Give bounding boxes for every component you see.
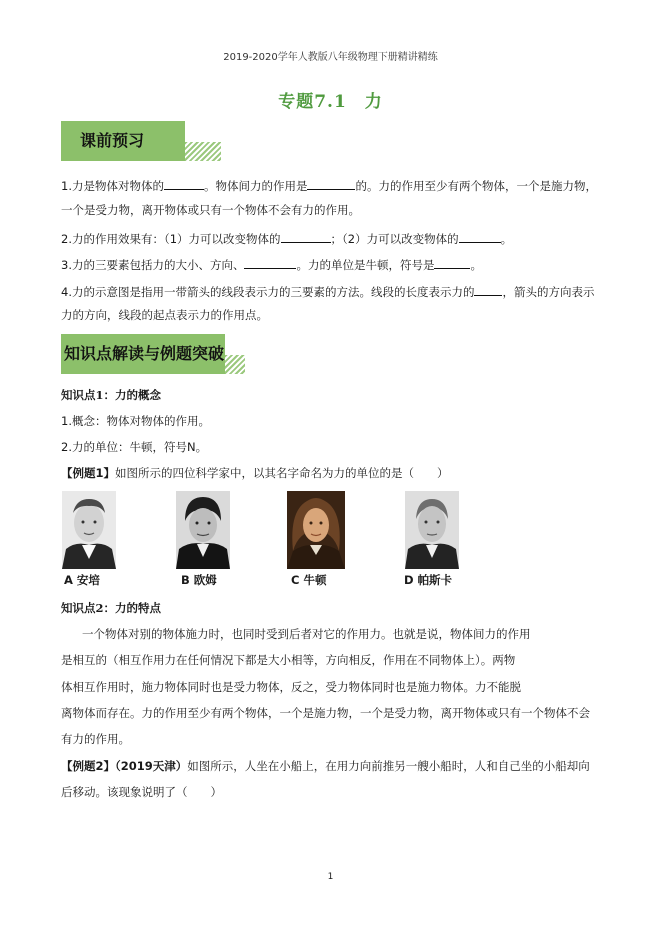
example2-line1: 【例题2】（2019天津）如图所示，人坐在小船上，在用力向前推另一艘小船时，人和自己坐的小船却向 — [61, 759, 590, 773]
preview-q4-line1: 4.力的示意图是指用一带箭头的线段表示力的三要素的方法。线段的长度表示力的 ，箭头的方向表示 — [61, 285, 595, 299]
kp1-line2: 2.力的单位：牛顿，符号N。 — [61, 440, 208, 454]
answer-blank[interactable] — [459, 230, 501, 243]
preview-q3: 3.力的三要素包括力的大小、方向、 。力的单位是牛顿，符号是 。 — [61, 258, 482, 272]
caption-b: B 欧姆 — [181, 573, 217, 587]
caption-a: A 安培 — [64, 573, 100, 587]
ohm-portrait — [176, 491, 230, 569]
pascal-portrait — [405, 491, 459, 569]
kp2-line2: 是相互的（相互作用力在任何情况下都是大小相等，方向相反，作用在不同物体上）。两物 — [61, 653, 516, 667]
example2-line2: 后移动。该现象说明了（ ） — [61, 785, 222, 799]
section-title-knowledge: 知识点解读与例题突破 — [64, 344, 225, 363]
section-banner-knowledge — [61, 334, 245, 374]
answer-blank[interactable] — [434, 256, 470, 269]
preview-q1-line2: 一个是受力物，离开物体或只有一个物体不会有力的作用。 — [61, 203, 360, 217]
answer-blank[interactable] — [244, 256, 296, 269]
page-title: 专题7.1 力 — [278, 92, 383, 112]
example-tag: 【例题1】 — [61, 466, 116, 480]
kp2-line4: 离物体而存在。力的作用至少有两个物体，一个是施力物，一个是受力物，离开物体或只有一个物体不会 — [61, 706, 590, 720]
preview-q2: 2.力的作用效果有：（1）力可以改变物体的 ；（2）力可以改变物体的 。 — [61, 232, 513, 246]
kp2-heading: 知识点2：力的特点 — [61, 601, 162, 615]
kp2-line1: 一个物体对别的物体施力时，也同时受到后者对它的作用力。也就是说，物体间力的作用 — [82, 627, 531, 641]
newton-portrait — [287, 491, 345, 569]
preview-q4-line2: 力的方向，线段的起点表示力的作用点。 — [61, 308, 268, 322]
example1: 【例题1】如图所示的四位科学家中，以其名字命名为力的单位的是（ ） — [61, 466, 449, 480]
section-title-preview: 课前预习 — [80, 131, 145, 150]
example-source: （2019天津） — [115, 759, 188, 773]
section-banner-preview — [61, 121, 221, 161]
preview-q1-line1: 1.力是物体对物体的 。物体间力的作用是 的。力的作用至少有两个物体，一个是施力物， — [61, 179, 597, 193]
example-tag: 【例题2】 — [61, 759, 116, 773]
page-number: 1 — [327, 872, 334, 882]
kp2-line5: 有力的作用。 — [61, 732, 130, 746]
ampere-portrait — [62, 491, 116, 569]
caption-c: C 牛顿 — [291, 573, 327, 587]
answer-blank[interactable] — [474, 283, 502, 296]
answer-blank[interactable] — [281, 230, 331, 243]
kp2-line3: 体相互作用时，施力物体同时也是受力物体，反之，受力物体同时也是施力物体。力不能脱 — [61, 680, 521, 694]
kp1-heading: 知识点1：力的概念 — [61, 388, 162, 402]
answer-blank[interactable] — [164, 177, 204, 190]
answer-blank[interactable] — [307, 177, 355, 190]
caption-d: D 帕斯卡 — [404, 573, 453, 587]
page-header: 2019-2020学年人教版八年级物理下册精讲精练 — [223, 52, 438, 63]
kp1-line1: 1.概念：物体对物体的作用。 — [61, 414, 210, 428]
